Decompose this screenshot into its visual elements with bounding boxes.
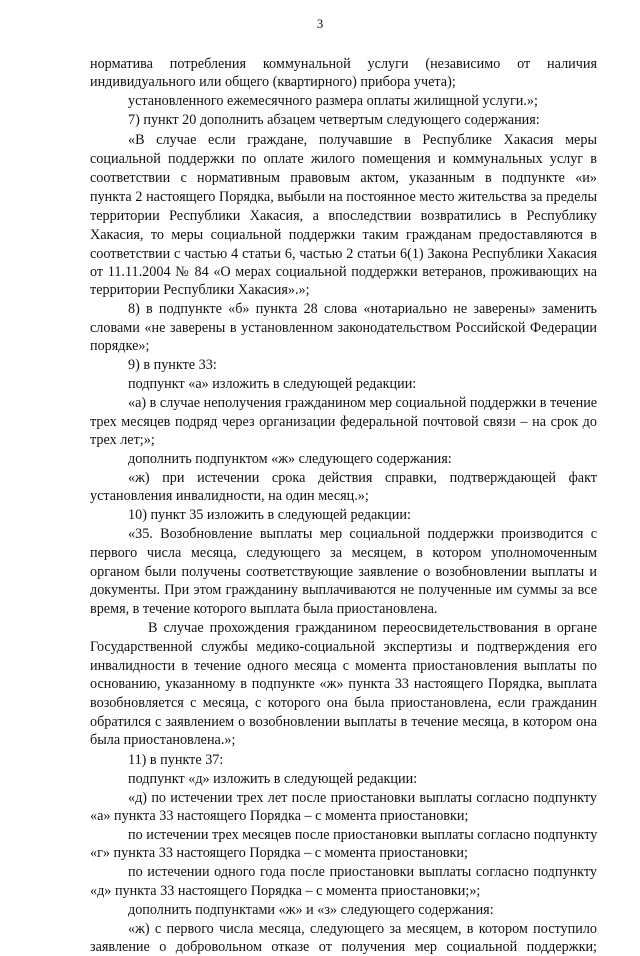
text-line: Хакасия, то меры социальной поддержки таким гражданам предоставляются в bbox=[90, 227, 597, 243]
text-line: трех месяцев подряд через организации федеральной почтовой связи – на срок до bbox=[90, 414, 597, 430]
text-line: заявление о добровольном отказе от получения мер социальной поддержки; bbox=[90, 939, 597, 955]
text-line: возобновляется с месяца, с которого она была приостановлена, если гражданин bbox=[90, 695, 597, 711]
text-line: дополнить подпунктами «ж» и «з» следующего содержания: bbox=[128, 902, 494, 918]
text-line: «д) по истечении трех лет после приостановки выплаты согласно подпункту bbox=[128, 790, 597, 806]
text-line: пункта 2 настоящего Порядка, выбыли на постоянное место жительства за пределы bbox=[90, 189, 597, 205]
text-line: соответствии с частью 4 статьи 6, частью 2 статьи 6(1) Закона Республики Хакасия bbox=[90, 246, 597, 262]
text-line: «г» пункта 33 настоящего Порядка – с момента приостановки; bbox=[90, 845, 468, 861]
text-line: 7) пункт 20 дополнить абзацем четвертым следующего содержания: bbox=[128, 112, 540, 128]
text-line: по истечении трех месяцев после приостановки выплаты согласно подпункту bbox=[128, 827, 598, 843]
text-line: территории Республики Хакасия, а впоследствии возвратились в Республику bbox=[90, 208, 597, 224]
text-line: «а» пункта 33 настоящего Порядка – с момента приостановки; bbox=[90, 808, 469, 824]
text-line: «В случае если граждане, получавшие в Республике Хакасия меры bbox=[128, 132, 597, 148]
text-line: Государственной службы медико-социальной экспертизы и подтверждения его bbox=[90, 639, 597, 655]
text-line: порядке»; bbox=[90, 338, 150, 354]
text-line: соответствии с нормативным правовым актом, указанным в подпункте «и» bbox=[90, 170, 597, 186]
text-line: подпункт «д» изложить в следующей редакции: bbox=[128, 771, 418, 787]
text-line: по истечении одного года после приостановки выплаты согласно подпункту bbox=[128, 864, 597, 880]
text-line: В случае прохождения гражданином переосвидетельствования в органе bbox=[148, 620, 597, 636]
text-line: «35. Возобновление выплаты мер социальной поддержки производится с bbox=[128, 526, 597, 542]
text-line: основанию, указанному в подпункте «ж» пункта 33 настоящего Порядка, выплата bbox=[90, 676, 597, 692]
text-line: установленного ежемесячного размера оплаты жилищной услуги.»; bbox=[128, 93, 538, 109]
text-line: была приостановлена.»; bbox=[90, 732, 236, 748]
text-line: дополнить подпунктом «ж» следующего содержания: bbox=[128, 451, 452, 467]
text-line: социальной поддержки по оплате жилого помещения и коммунальных услуг в bbox=[90, 151, 597, 167]
text-line: «ж) с первого числа месяца, следующего за месяцем, в котором поступило bbox=[128, 921, 597, 937]
text-line: норматива потребления коммунальной услуги (независимо от наличия bbox=[90, 56, 597, 72]
text-line: обратился с заявлением о возобновлении выплаты в течение месяца, в котором она bbox=[90, 714, 597, 730]
text-line: 9) в пункте 33: bbox=[128, 357, 217, 373]
text-line: 10) пункт 35 изложить в следующей редакции: bbox=[128, 507, 411, 523]
text-line: 8) в подпункте «б» пункта 28 слова «нотариально не заверены» заменить bbox=[128, 301, 597, 317]
text-line: 11) в пункте 37: bbox=[128, 752, 224, 768]
text-line: трех лет;»; bbox=[90, 432, 155, 448]
text-line: время, в течение которого выплата была приостановлена. bbox=[90, 601, 438, 617]
page-number: 3 bbox=[316, 16, 324, 31]
text-line: органом были получены соответствующие заявление о возобновлении выплаты и bbox=[90, 564, 597, 580]
text-line: «а) в случае неполучения гражданином мер социальной поддержки в течение bbox=[128, 395, 598, 411]
text-line: установления инвалидности, на один месяц.»; bbox=[90, 488, 369, 504]
text-line: территории Республики Хакасия».»; bbox=[90, 282, 310, 298]
text-line: словами «не заверены в установленном законодательством Российской Федерации bbox=[90, 320, 597, 336]
text-line: «ж) при истечении срока действия справки, подтверждающей факт bbox=[128, 470, 597, 486]
text-line: документы. При этом гражданину выплачиваются не полученные им суммы за все bbox=[90, 582, 597, 598]
text-line: подпункт «а» изложить в следующей редакции: bbox=[128, 376, 417, 392]
text-line: первого числа месяца, следующего за месяцем, в котором уполномоченным bbox=[90, 545, 597, 561]
text-line: инвалидности в течение одного месяца с момента приостановления выплаты по bbox=[90, 658, 597, 674]
text-line: индивидуального или общего (квартирного) прибора учета); bbox=[90, 74, 456, 90]
text-line: «д» пункта 33 настоящего Порядка – с момента приостановки;»; bbox=[90, 883, 481, 899]
text-line: от 11.11.2004 № 84 «О мерах социальной поддержки ветеранов, проживающих на bbox=[90, 264, 597, 280]
